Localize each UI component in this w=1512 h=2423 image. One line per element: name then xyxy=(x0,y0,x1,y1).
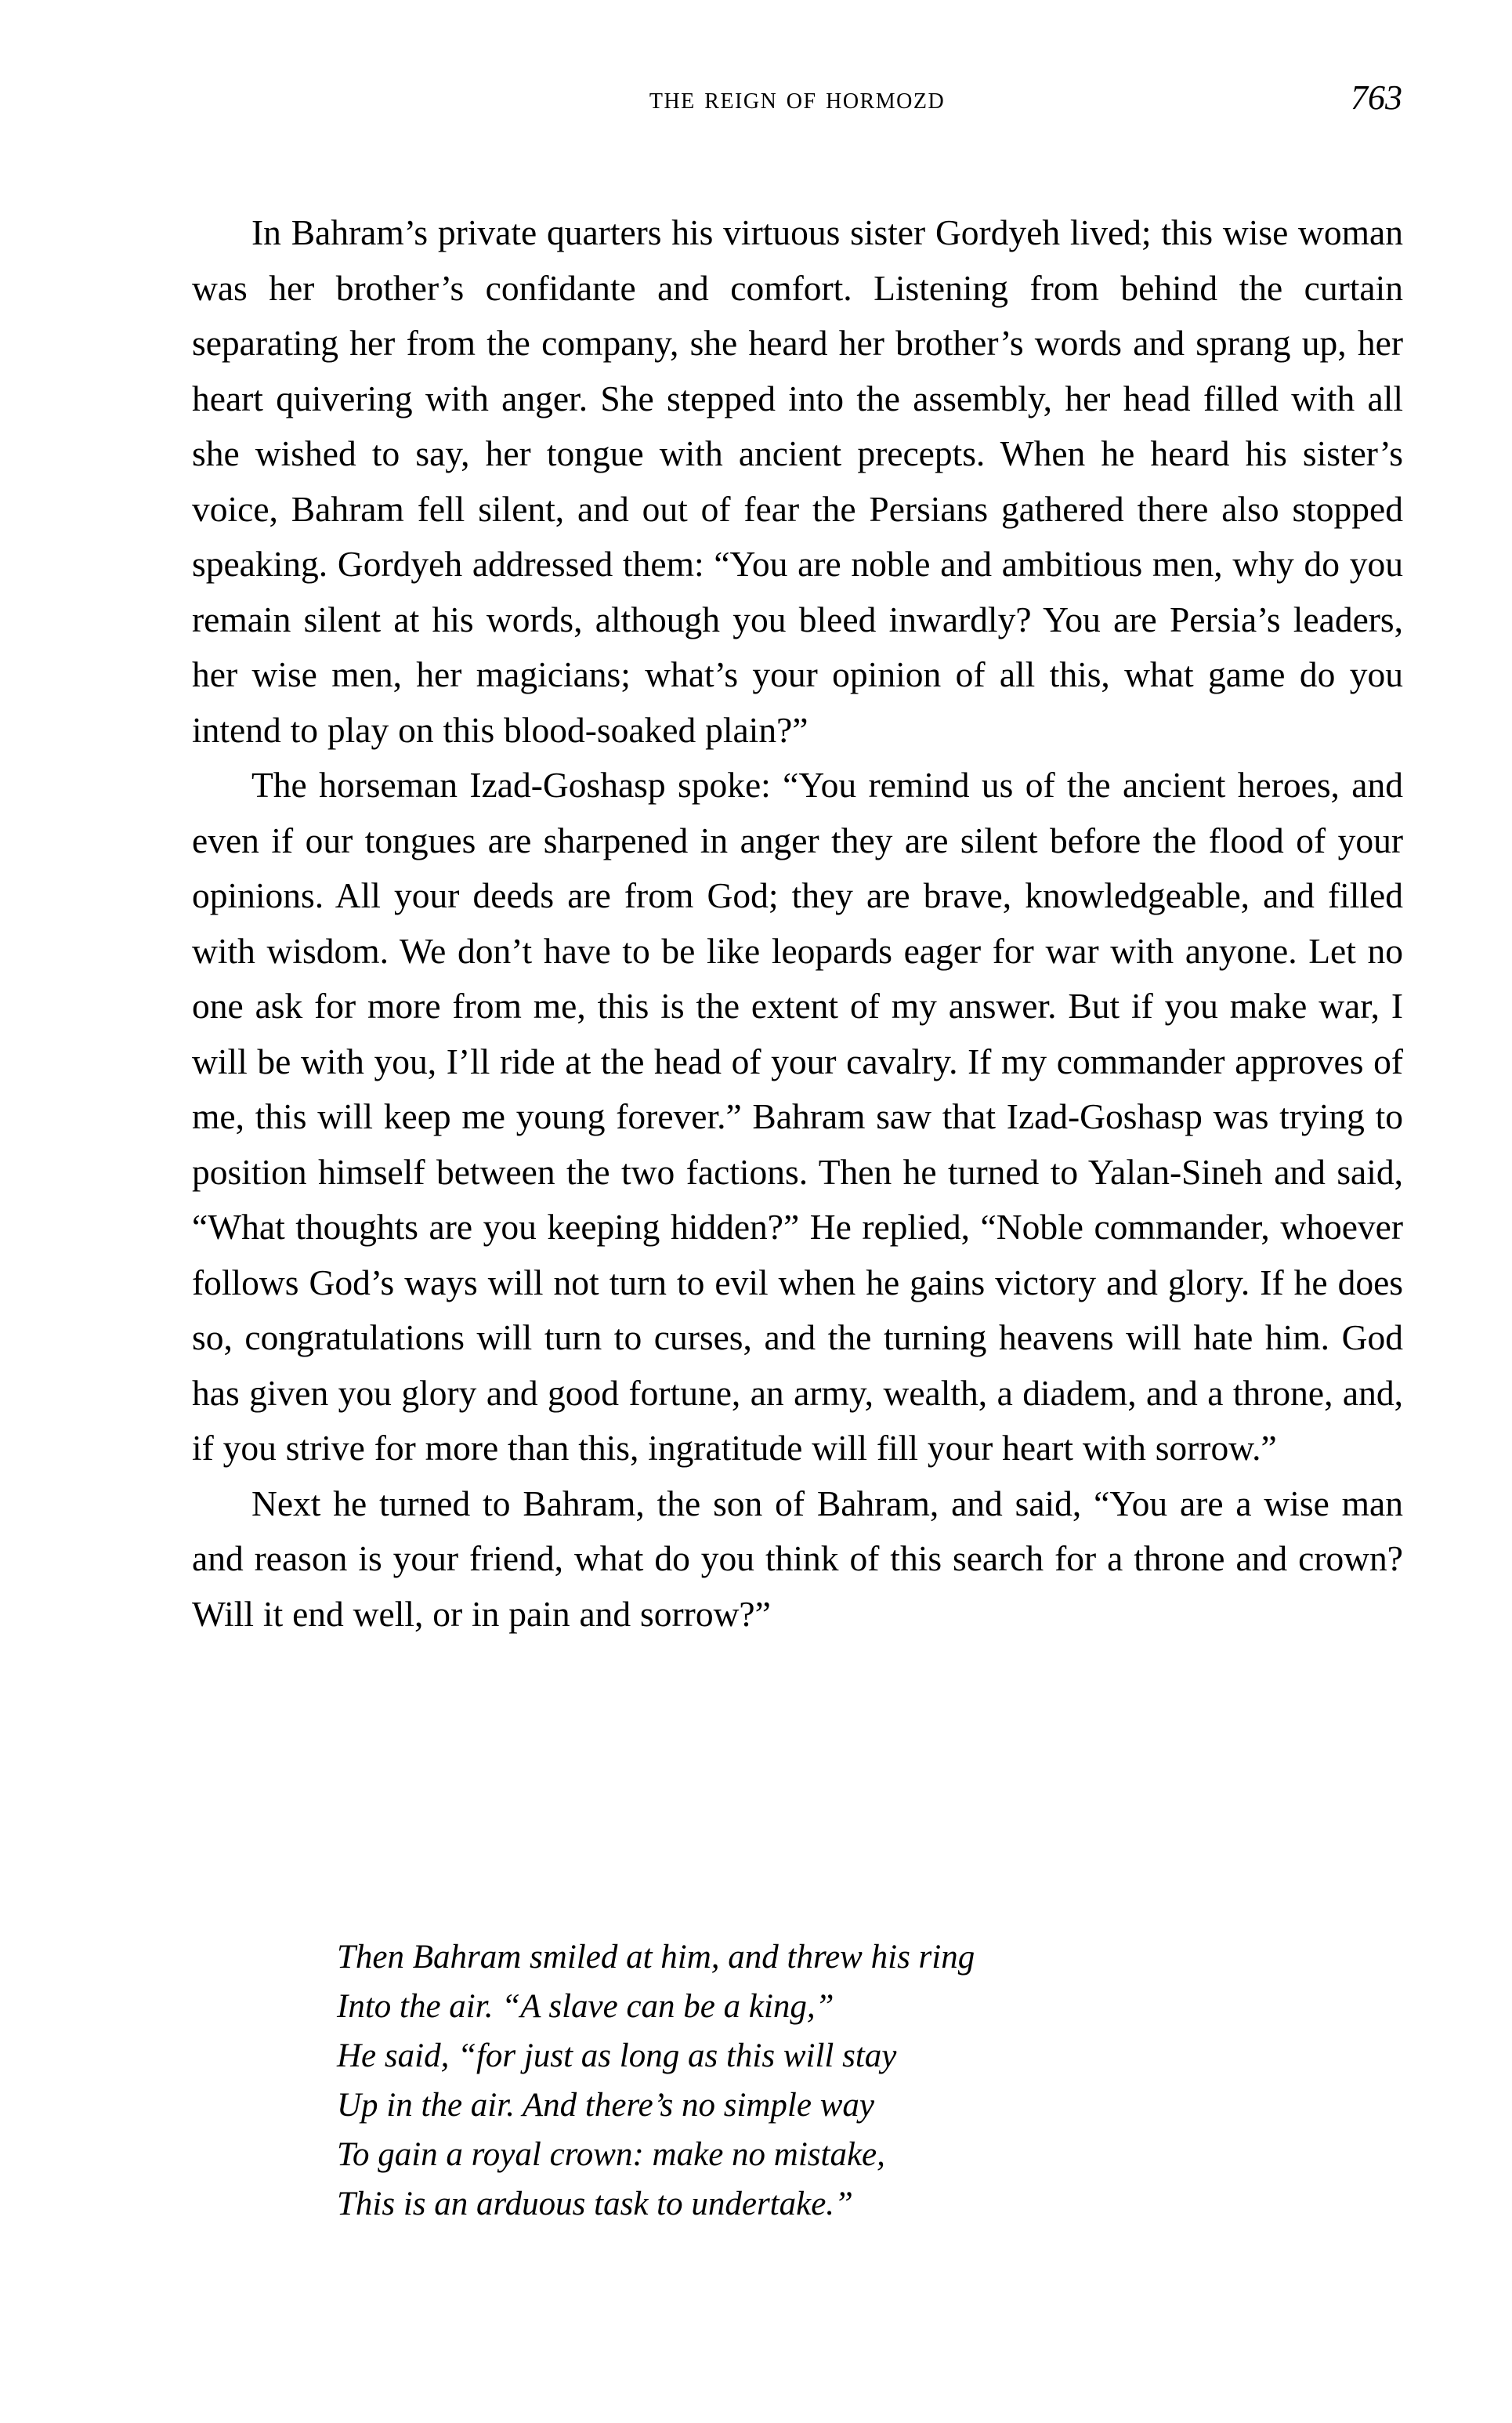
verse-line: He said, “for just as long as this will stay xyxy=(337,2037,897,2074)
verse-line: Up in the air. And there’s no simple way xyxy=(337,2087,874,2124)
page-number: 763 xyxy=(1351,78,1402,117)
running-head xyxy=(192,77,1402,124)
paragraph: Next he turned to Bahram, the son of Bahram, and said, “You are a wise man and reason is your friend, what do you think of this search for a throne and crown? Will it end well, or in pain and sorrow?” xyxy=(192,1483,1403,1634)
verse-block xyxy=(337,1932,1199,2229)
verse-line: Then Bahram smiled at him, and threw his ring xyxy=(337,1939,975,1976)
paragraph: In Bahram’s private quarters his virtuous sister Gordyeh lived; this wise woman was her brother’s confidante and comfort. Listening from behind the curtain separating her from the company, she heard her brother’s words and sprang up, her heart quivering with anger. She stepped into the assembly, her head filled with all she wished to say, her tongue with ancient precepts. When he heard his sister’s voice, Bahram fell silent, and out of fear the Persians gathered there also stopped speaking. Gordyeh addressed them: “You are noble and ambitious men, why do you remain silent at his words, although you bleed inwardly? You are Persia’s leaders, her wise men, her magicians; what’s your opinion of all this, what game do you intend to play on this blood-soaked plain?” xyxy=(192,212,1403,750)
verse-line: Into the air. “A slave can be a king,” xyxy=(337,1988,834,2025)
verse-line: This is an arduous task to undertake.” xyxy=(337,2186,853,2222)
body-text xyxy=(192,205,1403,1642)
paragraph: The horseman Izad-Goshasp spoke: “You remind us of the ancient heroes, and even if our tongues are sharpened in anger they are silent before the flood of your opinions. All your deeds are from God; they are brave, knowledgeable, and filled with wisdom. We don’t have to be like leopards eager for war with anyone. Let no one ask for more from me, this is the extent of my answer. But if you make war, I will be with you, I’ll ride at the head of your cavalry. If my commander approves of me, this will keep me young forever.” Bahram saw that Izad-Goshasp was trying to position himself between the two factions. Then he turned to Yalan-Sineh and said, “What thoughts are you keeping hidden?” He replied, “Noble commander, whoever follows God’s ways will not turn to evil when he gains victory and glory. If he does so, congratulations will turn to curses, and the turning heavens will hate him. God has given you glory and good fortune, an army, wealth, a diadem, and a throne, and, if you strive for more than this, ingratitude will fill your heart with sorrow.” xyxy=(192,765,1403,1468)
verse-line: To gain a royal crown: make no mistake, xyxy=(337,2136,885,2173)
running-head-title: the reign of hormozd xyxy=(649,80,946,115)
